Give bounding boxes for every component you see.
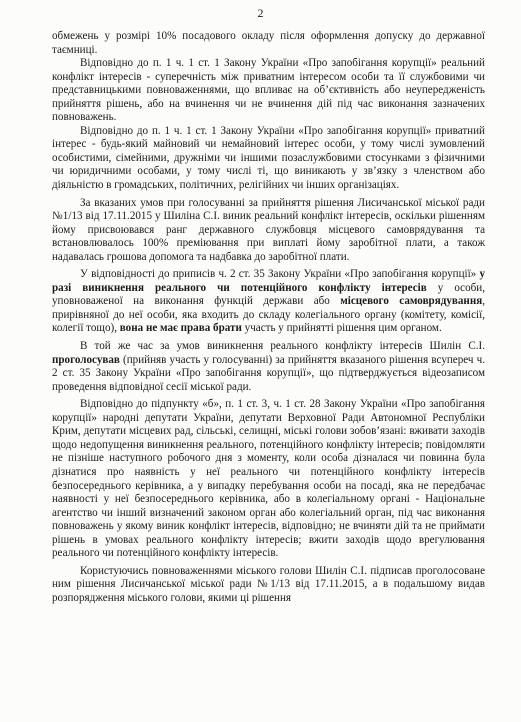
paragraph-5-text-3: , прирівняної до неї особи, яка входить до складу колегіального органу (комітету, комісії, колегії тощо),	[52, 295, 485, 335]
paragraph-6-bold-1: проголосував	[52, 353, 120, 366]
paragraph-5-text-4: участь у прийнятті рішення цим органом.	[241, 322, 442, 335]
page-number: 2	[257, 6, 264, 20]
paragraph-6	[52, 340, 485, 394]
paragraph-8: Користуючись повноваженнями міського голови Шилін С.І. підписав проголосоване ним рішення Лисичанської міської ради №1/13 від 17.11.2015, а в подальшому видав розпорядження міського голови, якими ці рішення	[52, 564, 485, 604]
paragraph-6-text-2: (прийняв участь у голосуванні) за прийняття вказаного рішення всупереч ч. 2 ст. 35 Закону України «Про запобігання корупції», що підтверджується відеозаписом проведення відповідної сесії міської ради.	[52, 353, 485, 393]
paragraph-6-text-1: В той же час за умов виникнення реального конфлікту інтересів Шилін С.І.	[80, 340, 485, 353]
paragraph-3: Відповідно до п. 1 ч. 1 ст. 1 Закону України «Про запобігання корупції» приватний інтерес - будь-який майновий чи немайновий інтерес особи, у тому числі зумовлений особистими, сімейними, дружніми чи іншими позаслужбовими стосунками з фізичними чи юридичними особами, у тому числі ті, що виникають у зв’язку з членством або діяльністю в громадських, політичних, релігійних чи інших організаціях.	[52, 124, 485, 192]
paragraph-5-bold-2: місцевого самоврядування	[340, 295, 483, 308]
paragraph-5-text-1: У відповідності до приписів ч. 2 ст. 35 Закону України «Про запобігання корупції»	[80, 268, 480, 281]
paragraph-1: обмежень у розмірі 10% посадового окладу після оформлення допуску до державної таємниці.	[52, 30, 485, 56]
paragraph-7: Відповідно до підпункту «б», п. 1 ст. 3, ч. 1 ст. 28 Закону України «Про запобігання корупції» народні депутати України, депутати Верховної Ради Автономної Республіки Крим, депутати місцевих рад, сільські, селищні, міські голови зобов’язані: вживати заходів щодо недопущення виникнення реального, потенційного конфлікту інтересів; повідомляти не пізніше наступного робочого дня з моменту, коли особа дізналася чи повинна була дізнатися про наявність у неї реального чи потенційного конфлікту інтересів безпосереднього керівника, а у випадку перебування особи на посаді, яка не передбачає наявності у неї безпосереднього керівника, або в колегіальному органі - Національне агентство чи інший визначений законом орган або колегіальний орган, під час виконання повноважень у якому виник конфлікт інтересів, відповідно; не вчиняти дій та не приймати рішень в умовах реального конфлікту інтересів; вжити заходів щодо врегулювання реального чи потенційного конфлікту інтересів.	[52, 398, 485, 560]
paragraph-5-text-2: у особи, уповноваженої на виконання функцій держави або	[52, 281, 485, 308]
paragraph-5	[52, 268, 485, 336]
paragraph-5-bold-1: у разі виникнення реального чи потенційного конфлікту інтересів	[52, 268, 485, 294]
paragraph-4: За вказаних умов при голосуванні за прийняття рішення Лисичанської міської ради №1/13 від 17.11.2015 у Шиліна С.І. виник реальний конфлікт інтересів, оскільки рішенням йому присвоювався ранг державного службовця місцевого самоврядування та встановлювалось 100% преміювання при виплаті йому заробітної плати, а також надавалась грошова допомога та надбавка до заробітної плати.	[52, 196, 485, 263]
paragraph-5-bold-3: вона не має права брати	[119, 322, 242, 335]
paragraph-2: Відповідно до п. 1 ч. 1 ст. 1 Закону України «Про запобігання корупції» реальний конфлікт інтересів - суперечність між приватним інтересом особи та її службовими чи представницькими повноваженнями, що впливає на об’єктивність або неупередженість прийняття рішень, або на вчинення чи не вчинення дій під час виконання зазначених повноважень.	[52, 57, 485, 124]
